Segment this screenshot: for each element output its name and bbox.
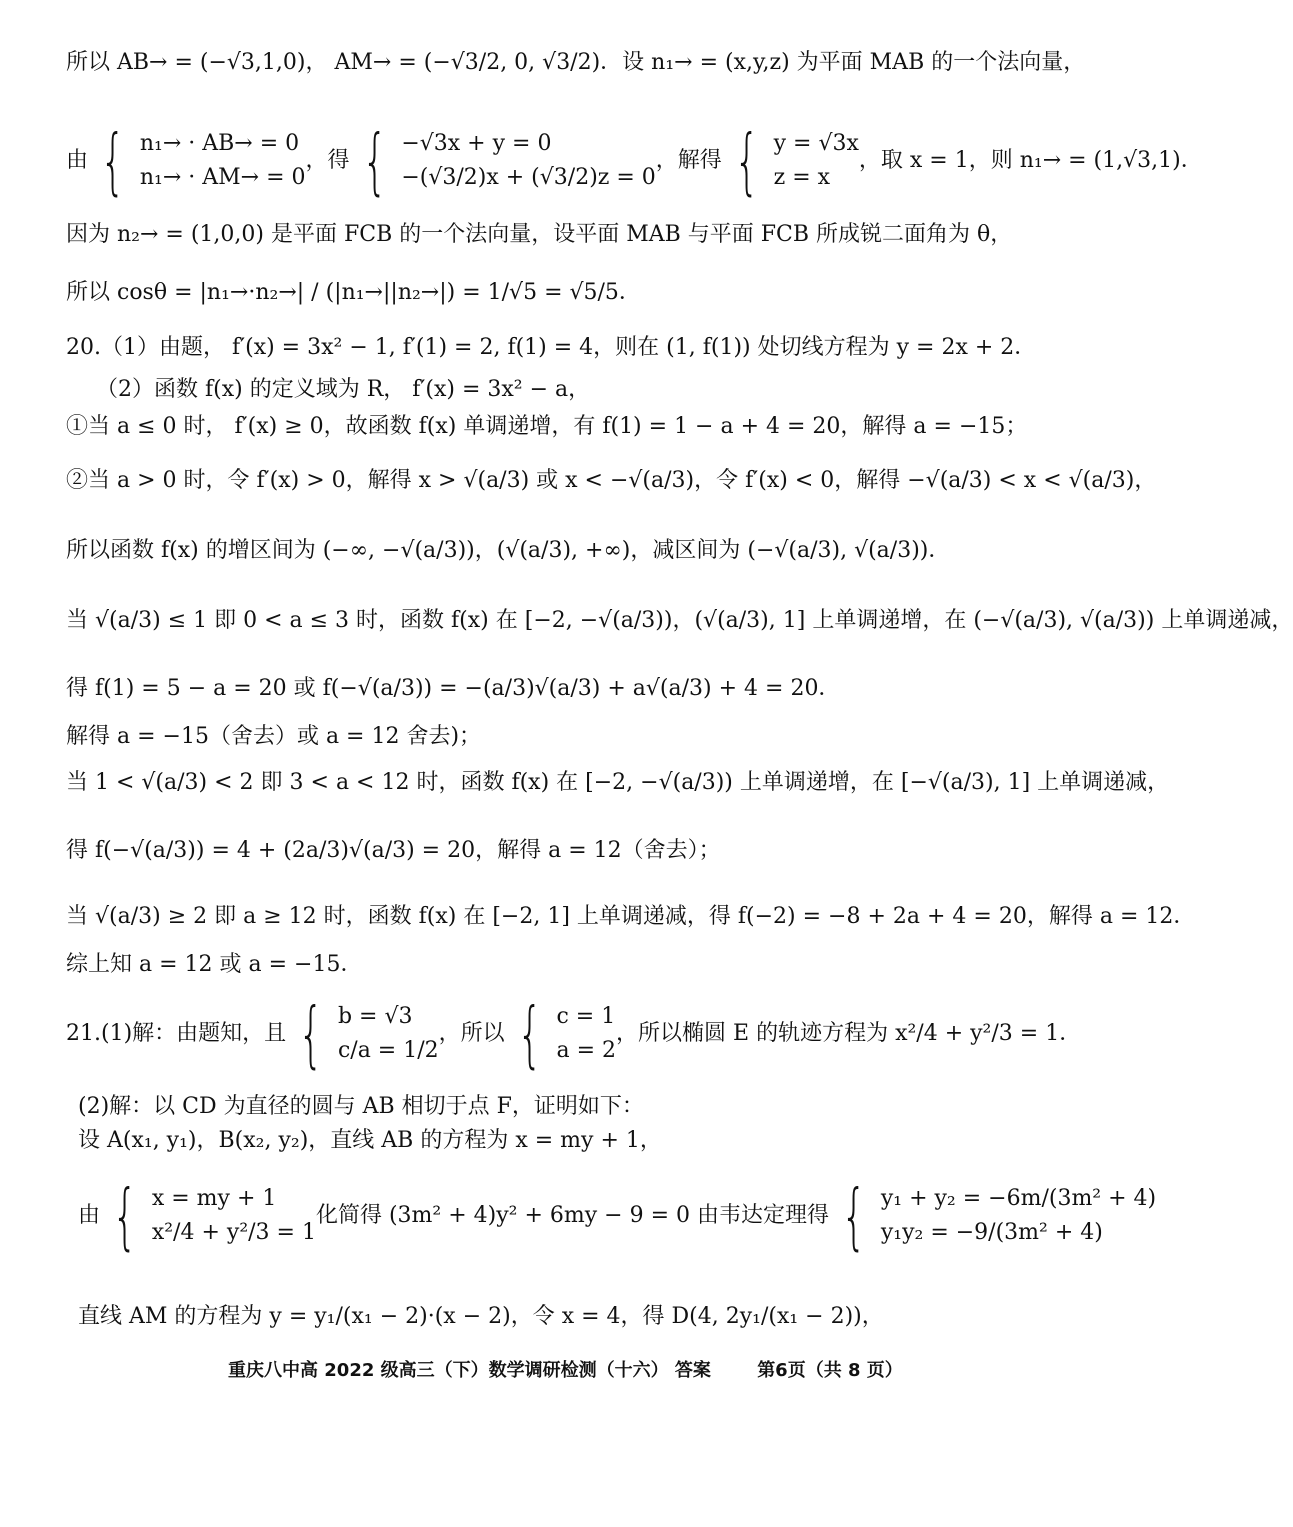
line-case1: ①当 a ≤ 0 时， f′(x) ≥ 0，故函数 f(x) 单调递增，有 f(1) = 1 − a + 4 = 20，解得 a = −15；	[66, 414, 1028, 439]
footer-page-number: 第6页（共 8 页）	[757, 1360, 903, 1381]
system-given	[338, 1000, 439, 1068]
footer-title: 重庆八中高 2022 级高三（下）数学调研检测（十六） 答案	[228, 1360, 711, 1381]
line-q21-setup: 设 A(x₁, y₁)，B(x₂, y₂)，直线 AB 的方程为 x = my + 1，	[78, 1128, 662, 1153]
text-jiede: ，解得	[655, 148, 722, 173]
line-intervals: 所以函数 f(x) 的增区间为 (−∞, −√(a/3))，(√(a/3), +∞)，减区间为 (−√(a/3), √(a/3))．	[66, 538, 951, 563]
equation: −√3x + y = 0	[401, 131, 552, 156]
equation: c/a = 1/2	[337, 1038, 439, 1063]
brace: {	[734, 119, 760, 203]
equation: z = x	[773, 165, 831, 190]
line-q20-part1: 20.（1）由题， f′(x) = 3x² − 1, f′(1) = 2, f(1) = 4，则在 (1, f(1)) 处切线方程为 y = 2x + 2．	[66, 335, 1037, 360]
equation: c = 1	[556, 1004, 616, 1029]
line-subcase-b-eq: 得 f(−√(a/3)) = 4 + (2a/3)√(a/3) = 20，解得 a = 12（舍去）；	[66, 838, 721, 863]
line-cos-theta: 所以 cosθ = |n₁→·n₂→| / (|n₁→||n₂→|) = 1/√5 = √5/5．	[66, 280, 641, 305]
brace: {	[112, 1174, 138, 1258]
line-subcase-a-eq: 得 f(1) = 5 − a = 20 或 f(−√(a/3)) = −(a/3)√(a/3) + a√(a/3) + 4 = 20．	[66, 676, 841, 701]
brace: {	[841, 1174, 867, 1258]
system-dot-products	[140, 127, 306, 195]
system-solution	[774, 127, 859, 195]
system-line-ellipse	[152, 1182, 316, 1250]
text-you: 由	[66, 148, 89, 173]
text-q21-intro: 21.(1)解：由题知，且	[66, 1021, 287, 1046]
line-solve-normal-vector	[66, 116, 1203, 206]
line-subcase-b: 当 1 < √(a/3) < 2 即 3 < a < 12 时，函数 f(x) 在 [−2, −√(a/3)) 上单调递增，在 [−√(a/3), 1] 上单调递减，	[66, 770, 1170, 795]
text-conclusion: ，取 x = 1，则 n₁→ = (1,√3,1)．	[858, 148, 1203, 173]
line-q21-part1	[66, 986, 1082, 1082]
equation: x = my + 1	[151, 1186, 277, 1211]
equation: y₁y₂ = −9/(3m² + 4)	[880, 1220, 1103, 1245]
equation: a = 2	[556, 1038, 617, 1063]
line-q21-part2: (2)解：以 CD 为直径的圆与 AB 相切于点 F，证明如下：	[78, 1094, 644, 1119]
equation: −(√3/2)x + (√3/2)z = 0	[401, 165, 656, 190]
text-simplify: 化简得 (3m² + 4)y² + 6my − 9 = 0 由韦达定理得	[315, 1203, 830, 1228]
text-ellipse-equation: ，所以椭圆 E 的轨迹方程为 x²/4 + y²/3 = 1．	[616, 1021, 1082, 1046]
equation: n₁→ · AB→ = 0	[139, 131, 300, 156]
line-q21-vieta	[78, 1166, 1157, 1266]
line-subcase-c: 当 √(a/3) ≥ 2 即 a ≥ 12 时，函数 f(x) 在 [−2, 1] 上单调递减，得 f(−2) = −8 + 2a + 4 = 20，解得 a = 12．	[66, 904, 1196, 929]
brace: {	[100, 119, 126, 203]
brace: {	[361, 119, 388, 203]
equation: x²/4 + y²/3 = 1	[151, 1220, 316, 1245]
line-q20-part2-domain: （2）函数 f(x) 的定义域为 R， f′(x) = 3x² − a，	[96, 377, 591, 402]
system-vieta	[881, 1182, 1156, 1250]
line-plane-fcb-normal: 因为 n₂→ = (1,0,0) 是平面 FCB 的一个法向量，设平面 MAB 与平面 FCB 所成锐二面角为 θ，	[66, 222, 1013, 247]
brace: {	[516, 992, 543, 1076]
brace: {	[298, 992, 324, 1076]
equation: y = √3x	[773, 131, 859, 156]
system-ca	[556, 1000, 616, 1068]
line-am-equation: 直线 AM 的方程为 y = y₁/(x₁ − 2)·(x − 2)，令 x = 4，得 D(4, 2y₁/(x₁ − 2))，	[78, 1304, 884, 1329]
equation: b = √3	[337, 1004, 413, 1029]
text-you: 由	[78, 1203, 101, 1228]
text-suoyi: ，所以	[438, 1021, 505, 1046]
text-de: ，得	[305, 148, 350, 173]
page-footer	[228, 1356, 903, 1382]
line-subcase-a: 当 √(a/3) ≤ 1 即 0 < a ≤ 3 时，函数 f(x) 在 [−2, −√(a/3))，(√(a/3), 1] 上单调递增，在 (−√(a/3), √(a/3)) 上单调递减，	[66, 608, 1293, 633]
line-subcase-a-result: 解得 a = −15（舍去）或 a = 12 舍去)；	[66, 724, 482, 749]
system-linear	[401, 127, 655, 195]
line-q20-conclusion: 综上知 a = 12 或 a = −15．	[66, 952, 363, 977]
equation: n₁→ · AM→ = 0	[139, 165, 306, 190]
line-case2: ②当 a > 0 时，令 f′(x) > 0，解得 x > √(a/3) 或 x < −√(a/3)，令 f′(x) < 0，解得 −√(a/3) < x < √(a/3)，	[66, 468, 1157, 493]
equation: y₁ + y₂ = −6m/(3m² + 4)	[880, 1186, 1157, 1211]
line-normal-vector-setup: 所以 AB→ = (−√3,1,0)， AM→ = (−√3/2, 0, √3/2)．设 n₁→ = (x,y,z) 为平面 MAB 的一个法向量，	[66, 50, 1086, 75]
